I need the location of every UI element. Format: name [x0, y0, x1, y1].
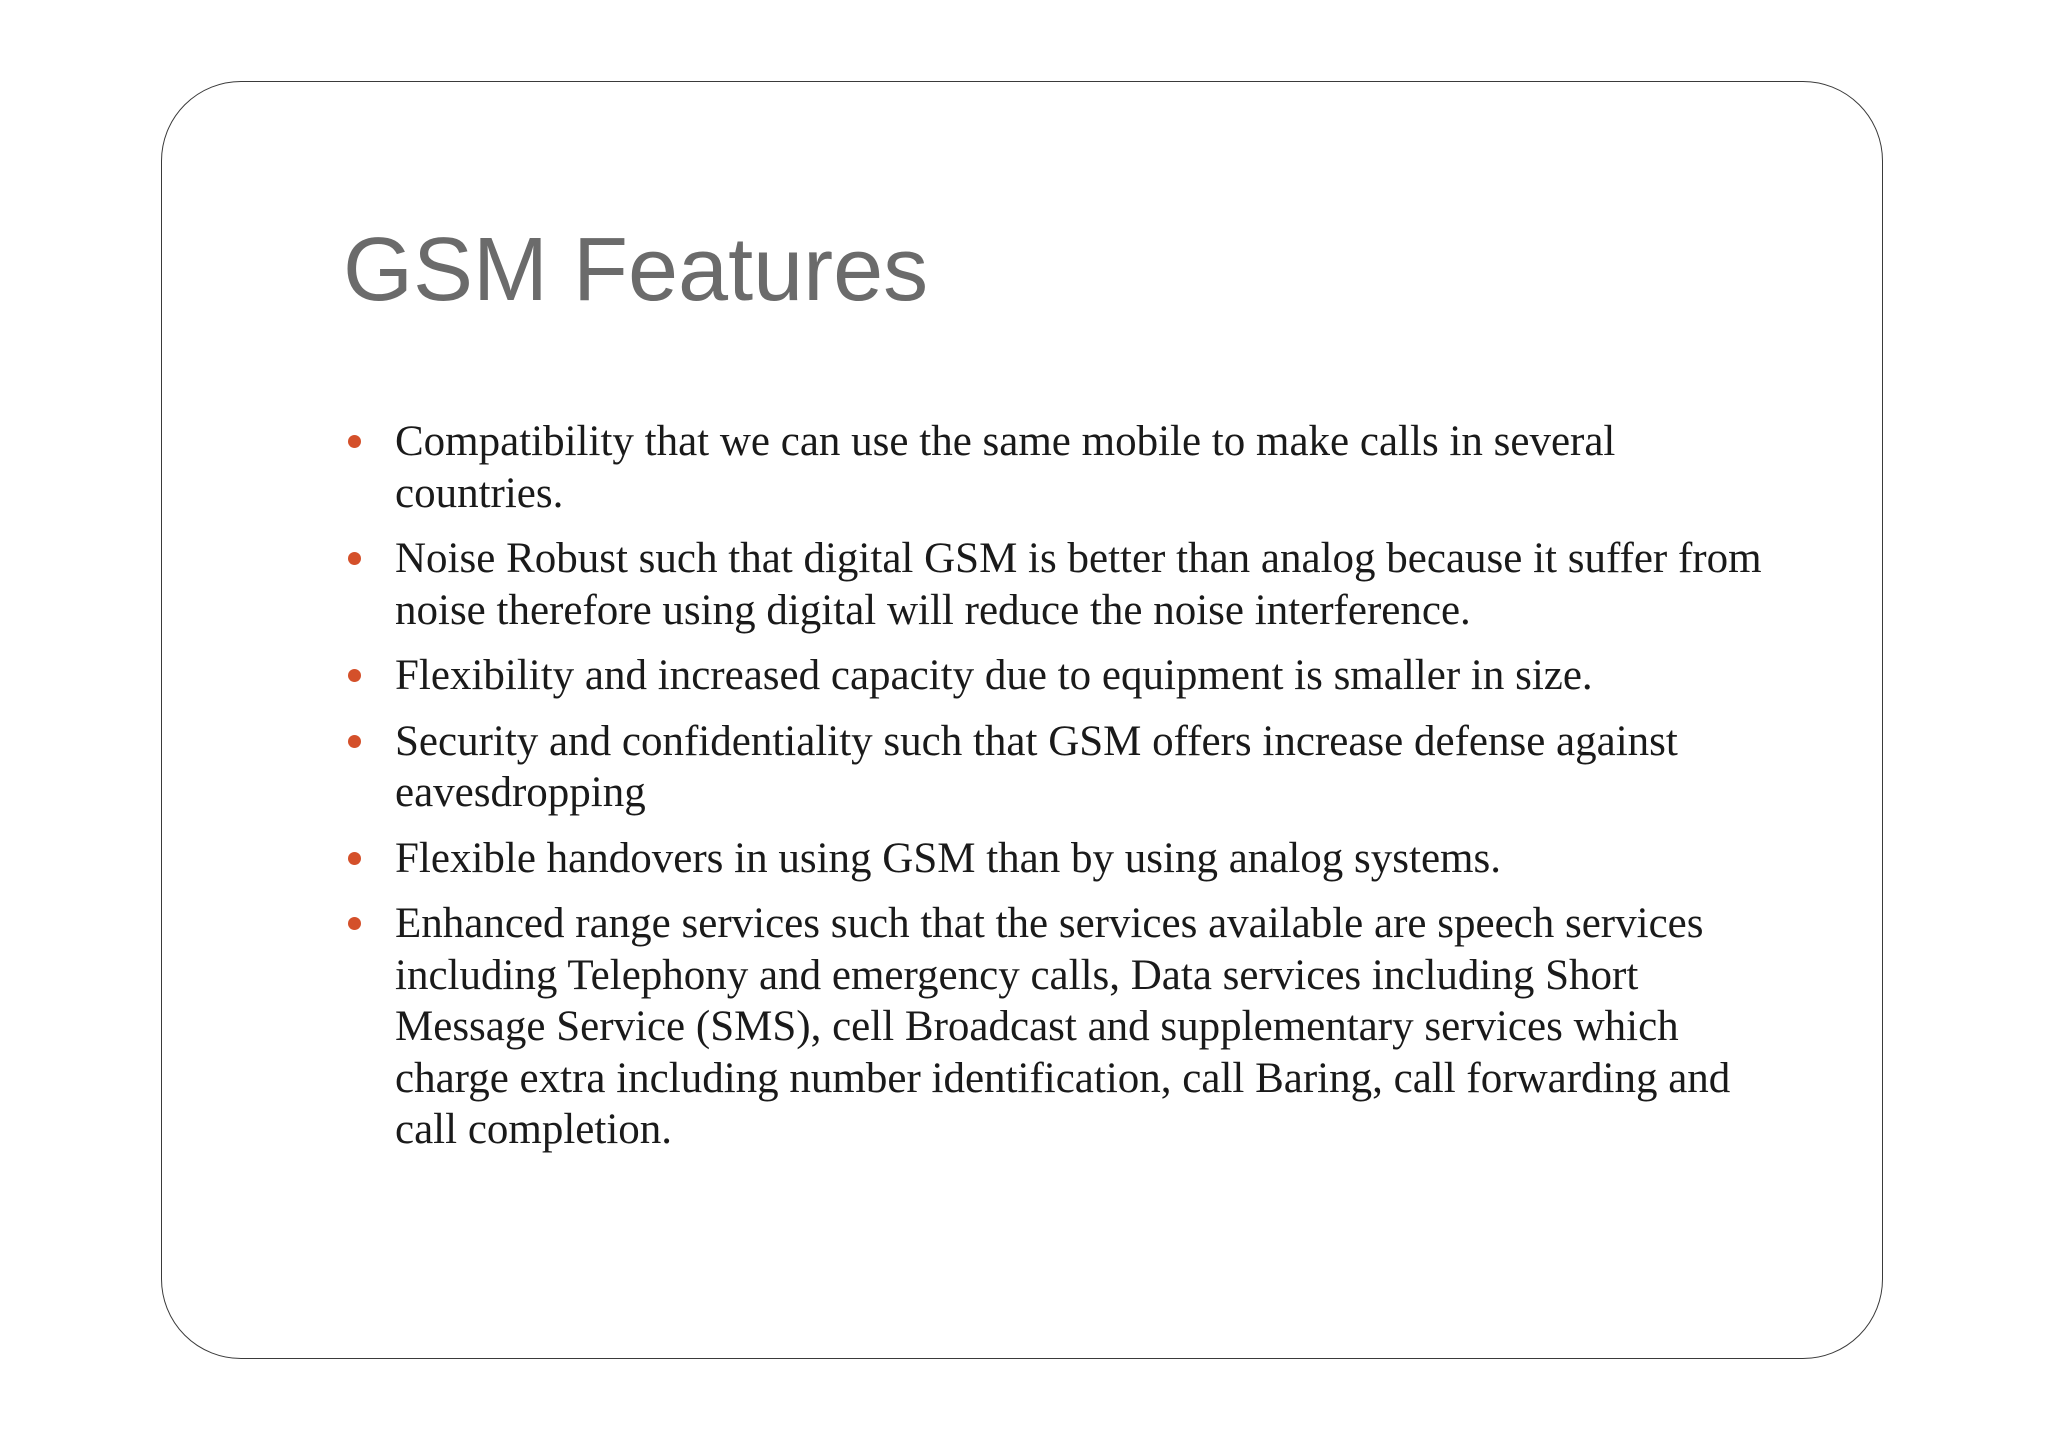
- bullet-list: [342, 416, 1762, 1170]
- bullet-dot-icon: [348, 552, 361, 565]
- slide-title: GSM Features: [343, 220, 929, 320]
- list-item: [342, 833, 1762, 885]
- bullet-text: Flexibility and increased capacity due to equipment is smaller in size.: [395, 652, 1593, 699]
- bullet-text: Noise Robust such that digital GSM is better than analog because it suffer from noise therefore using digital will reduce the noise interference.: [395, 535, 1762, 634]
- bullet-dot-icon: [348, 735, 361, 748]
- bullet-dot-icon: [348, 852, 361, 865]
- bullet-text: Enhanced range services such that the services available are speech services including Telephony and emergency calls, Data services including Short Message Service (SMS), cell Broadcast and supplementary services which charge extra including number identification, call Baring, call forwarding and call completion.: [395, 900, 1731, 1153]
- bullet-text: Flexible handovers in using GSM than by using analog systems.: [395, 834, 1501, 882]
- list-item: [342, 533, 1762, 636]
- bullet-text: Security and confidentiality such that GSM offers increase defense against eavesdropping: [395, 717, 1678, 816]
- list-item: [342, 416, 1762, 519]
- list-item: [342, 716, 1762, 819]
- bullet-dot-icon: [348, 917, 361, 930]
- bullet-dot-icon: [348, 669, 361, 682]
- slide-frame: [161, 81, 1883, 1359]
- bullet-text: Compatibility that we can use the same mobile to make calls in several countries.: [395, 418, 1616, 517]
- bullet-dot-icon: [348, 435, 361, 448]
- list-item: [342, 898, 1762, 1156]
- list-item: [342, 650, 1762, 702]
